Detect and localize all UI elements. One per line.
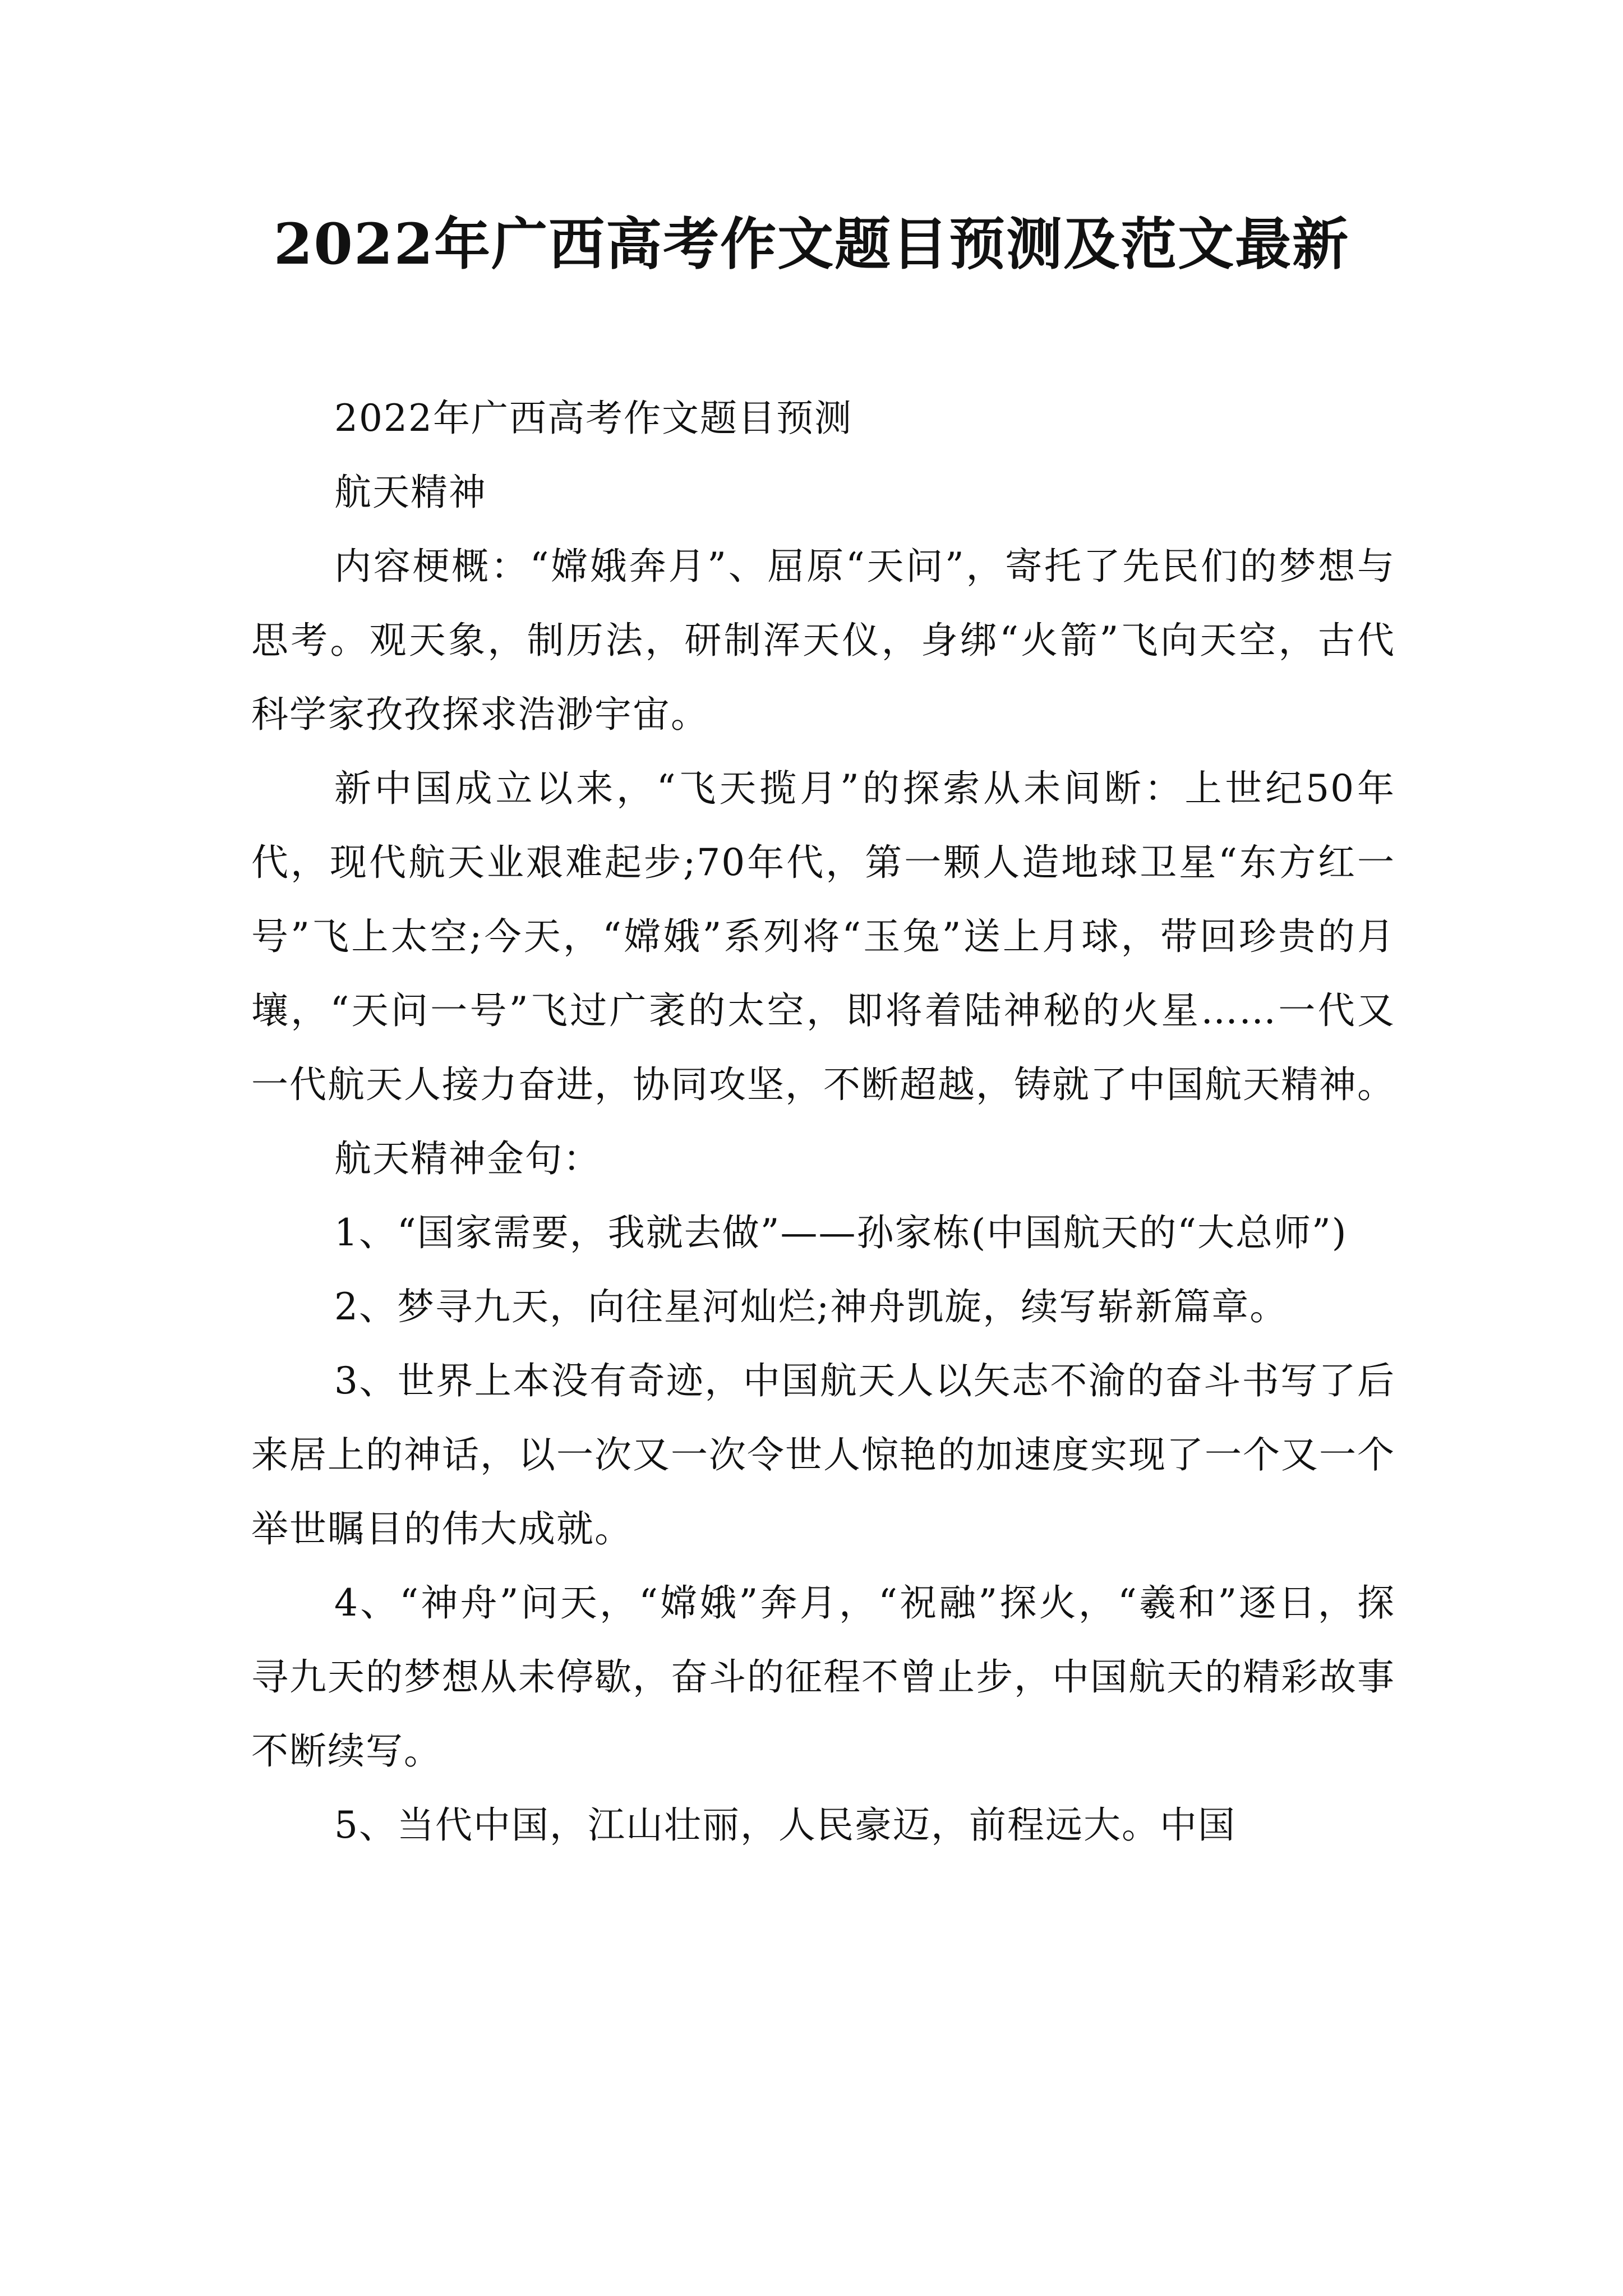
quote-item-1: 1、“国家需要，我就去做”——孙家栋(中国航天的“大总师”) (334, 1211, 1348, 1254)
quote-item-2: 2、梦寻九天，向往星河灿烂;神舟凯旋，续写崭新篇章。 (334, 1285, 1288, 1328)
topic-heading: 航天精神 (334, 471, 487, 514)
quote-item-5: 5、当代中国，江山壮丽，人民豪迈，前程远大。中国 (334, 1803, 1236, 1847)
section-heading: 2022年广西高考作文题目预测 (334, 397, 852, 440)
paragraph-history: 新中国成立以来，“飞天揽月”的探索从未间断：上世纪50年代，现代航天业艰难起步;70年代，第一颗人造地球卫星“东方红一号”飞上太空;今天，“嫦娥”系列将“玉兔”送上月球，带回珍贵的月壤，“天问一号”飞过广袤的太空，即将着陆神秘的火星……一代又一代航天人接力奋进，协同攻坚，不断超越，铸就了中国航天精神。 (251, 767, 1395, 1106)
quote-item-3: 3、世界上本没有奇迹，中国航天人以矢志不渝的奋斗书写了后来居上的神话，以一次又一次令世人惊艳的加速度实现了一个又一个举世瞩目的伟大成就。 (251, 1359, 1395, 1550)
quotes-heading: 航天精神金句： (334, 1137, 601, 1180)
document-body (251, 381, 1395, 1862)
document-title: 2022年广西高考作文题目预测及范文最新 (273, 211, 1350, 277)
paragraph-summary: 内容梗概：“嫦娥奔月”、屈原“天问”，寄托了先民们的梦想与思考。观天象，制历法，研制浑天仪，身绑“火箭”飞向天空，古代科学家孜孜探求浩渺宇宙。 (251, 545, 1395, 736)
quote-item-4: 4、“神舟”问天，“嫦娥”奔月，“祝融”探火，“羲和”逐日，探寻九天的梦想从未停歇，奋斗的征程不曾止步，中国航天的精彩故事不断续写。 (251, 1581, 1395, 1773)
